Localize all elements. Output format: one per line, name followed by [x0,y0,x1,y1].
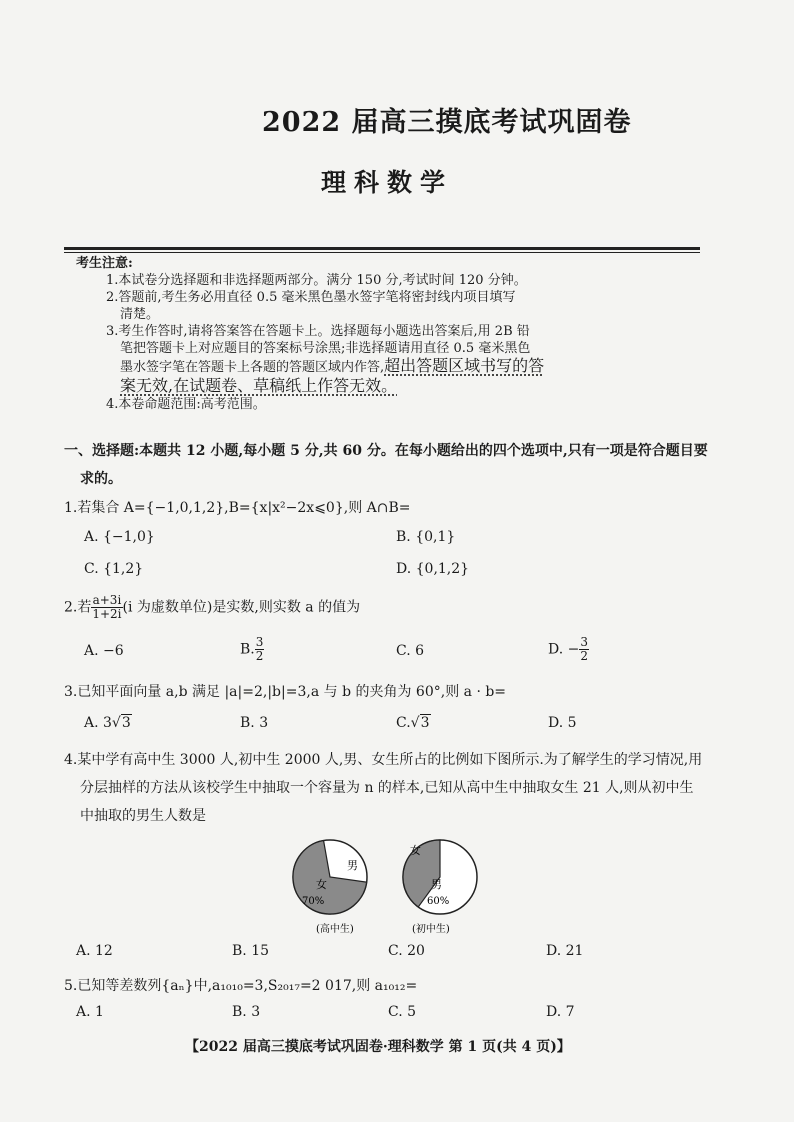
notice-item-3b: 笔把答题卡上对应题目的答案标号涂黑;非选择题请用直径 0.5 毫米黑色 [120,341,531,356]
notice-item-3c [76,357,636,376]
pie-senior-caption: (高中生) [316,924,354,935]
pie-junior-male-pct: 60% [427,896,450,907]
sqrt-symbol: √ [111,715,121,731]
q2-option-d-numerator: 3 [580,635,588,649]
q5-option-c: C. 5 [388,1004,417,1020]
notice-item-4: 4.本卷命题范围:高考范围。 [106,397,266,412]
q3-option-c [396,715,431,731]
q1-option-a: A. {−1,0} [84,529,155,545]
q5-option-d: D. 7 [546,1004,575,1020]
page-footer: 【2022 届高三摸底考试巩固卷·理科数学 第 1 页(共 4 页)】 [185,1039,571,1055]
pie-senior-female-label: 女 [316,878,327,891]
q1-option-d: D. {0,1,2} [396,561,470,577]
q2-option-d-label: D. − [548,641,580,658]
q4-option-a: A. 12 [76,943,113,959]
q1-option-c: C. {1,2} [84,561,144,577]
section-heading: 一、选择题:本题共 12 小题,每小题 5 分,共 60 分。在每小题给出的四个选项中,只有一项是符合题目要 [64,443,708,459]
question-2-stem [64,594,360,621]
q3-option-a [84,715,132,731]
header-rule-thick [64,247,700,250]
pie-senior-male-label: 男 [347,859,358,872]
pie-charts-figure [290,832,500,940]
q3-option-a-radicand: 3 [121,715,131,731]
q2-option-b-fraction [255,636,265,663]
q3-option-c-radicand: 3 [420,715,430,731]
q4-option-c: C. 20 [388,943,425,959]
q5-option-a: A. 1 [76,1004,104,1020]
question-3-stem: 3.已知平面向量 a,b 满足 |a|=2,|b|=3,a 与 b 的夹角为 60°,则 a · b= [64,684,507,700]
notice-item-3a: 3.考生作答时,请将答案答在答题卡上。选择题每小题选出答案后,用 2B 铅 [106,324,530,339]
q2-option-b-numerator: 3 [255,635,264,649]
exam-title: 2022 届高三摸底考试巩固卷 [262,107,632,138]
header-rule-thin [64,252,700,253]
question-5-stem: 5.已知等差数列{aₙ}中,a₁₀₁₀=3,S₂₀₁₇=2 017,则 a₁₀₁₂= [64,978,418,994]
q2-option-d [548,636,589,663]
q3-option-c-label: C. [396,715,411,731]
sqrt-symbol: √ [410,715,420,731]
q2-numerator: a+3i [92,593,122,607]
subject-title: 理科数学 [321,168,454,197]
q2-suffix: (i 为虚数单位)是实数,则实数 a 的值为 [122,599,361,616]
notice-item-3c-emphasis: 超出答题区域书写的答 [384,356,545,375]
notice-item-2a: 2.答题前,考生务必用直径 0.5 毫米黑色墨水签字笔将密封线内项目填写 [106,290,516,305]
question-1-stem: 1.若集合 A={−1,0,1,2},B={x|x²−2x⩽0},则 A∩B= [64,500,411,516]
notice-item-3c-text: 墨水签字笔在答题卡上各题的答题区域内作答, [120,360,385,375]
notice-item-2b: 清楚。 [120,307,160,322]
q4-option-d: D. 21 [546,943,584,959]
notice-item-1: 1.本试卷分选择题和非选择题两部分。满分 150 分,考试时间 120 分钟。 [106,273,527,288]
q4-option-b: B. 15 [232,943,270,959]
question-4-line-3: 中抽取的男生人数是 [80,808,206,824]
q2-option-c: C. 6 [396,643,425,659]
section-heading-cont: 求的。 [80,471,122,487]
notice-item-3d: 案无效,在试题卷、草稿纸上作答无效。 [120,376,398,395]
q2-option-b-label: B. [240,641,255,658]
q3-option-d: D. 5 [548,715,577,731]
question-4-line-2: 分层抽样的方法从该校学生中抽取一个容量为 n 的样本,已知从高中生中抽取女生 21 人,则从初中生 [80,780,694,796]
exam-notice [76,255,636,413]
pie-junior-caption: (初中生) [412,924,450,935]
q1-option-b: B. {0,1} [396,529,456,545]
q2-fraction [91,594,122,621]
question-4-line-1: 4.某中学有高中生 3000 人,初中生 2000 人,男、女生所占的比例如下图所示.为了解学生的学习情况,用 [64,752,703,768]
q2-option-a: A. −6 [84,643,124,659]
q3-option-b: B. 3 [240,715,269,731]
q2-option-d-denominator: 2 [580,649,588,663]
q5-option-b: B. 3 [232,1004,261,1020]
q2-option-b-denominator: 2 [255,649,264,663]
q2-option-b [240,636,264,663]
q2-denominator: 1+2i [92,607,122,621]
q2-option-d-fraction [579,636,589,663]
notice-heading: 考生注意: [76,256,133,271]
pie-senior-female-pct: 70% [302,896,325,907]
pie-junior-female-label: 女 [410,844,421,857]
q2-prefix: 2.若 [64,599,92,616]
pie-junior-male-label: 男 [431,878,442,891]
q3-option-a-label: A. 3 [84,715,112,731]
